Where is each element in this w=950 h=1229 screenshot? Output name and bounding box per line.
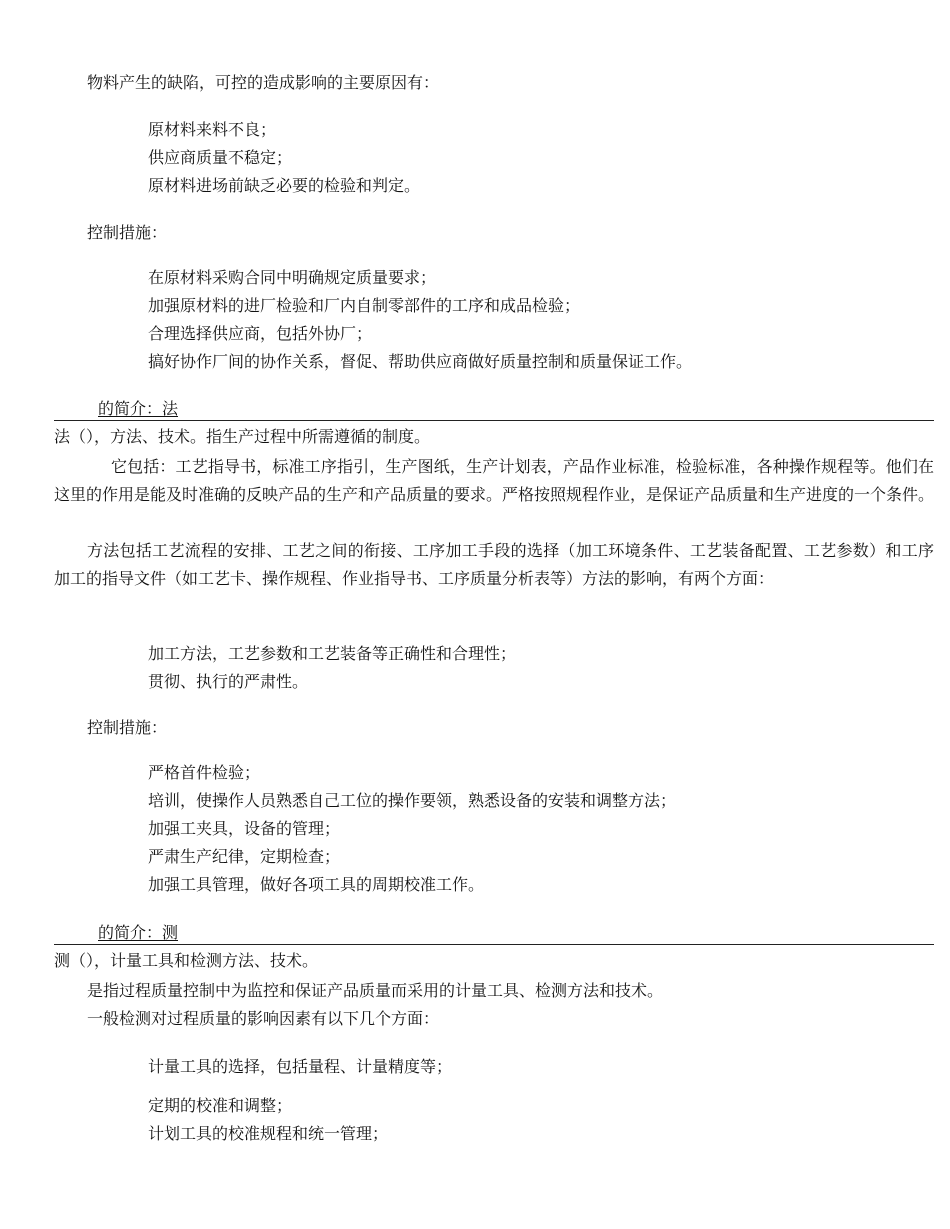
method-measure-5: 加强工具管理，做好各项工具的周期校准工作。: [148, 875, 485, 894]
method-measure-2: 培训，使操作人员熟悉自己工位的操作要领，熟悉设备的安装和调整方法；: [148, 791, 677, 810]
material-control-label: 控制措施：: [87, 223, 168, 242]
material-measure-4: 搞好协作厂间的协作关系，督促、帮助供应商做好质量控制和质量保证工作。: [148, 352, 693, 371]
material-measure-2: 加强原材料的进厂检验和厂内自制零部件的工序和成品检验；: [148, 296, 581, 315]
measurement-definition: 测（），计量工具和检测方法、技术。: [54, 951, 319, 970]
measurement-heading-text: 的简介：测: [98, 923, 179, 942]
measurement-heading: [54, 922, 934, 945]
material-cause-3: 原材料进场前缺乏必要的检验和判定。: [148, 176, 421, 195]
method-heading: [54, 398, 934, 421]
method-heading-text: 的简介：法: [98, 399, 179, 418]
measurement-factor-3: 计划工具的校准规程和统一管理；: [148, 1124, 389, 1143]
measurement-line-1: 是指过程质量控制中为监控和保证产品质量而采用的计量工具、检测方法和技术。: [87, 981, 664, 1000]
method-aspect-1: 加工方法，工艺参数和工艺装备等正确性和合理性；: [148, 644, 517, 663]
method-measure-4: 严肃生产纪律，定期检查；: [148, 847, 341, 866]
method-control-label: 控制措施：: [87, 718, 168, 737]
method-aspect-2: 贯彻、执行的严肃性。: [148, 672, 309, 691]
method-definition: 法（），方法、技术。指生产过程中所需遵循的制度。: [54, 427, 431, 446]
method-measure-1: 严格首件检验；: [148, 763, 261, 782]
method-paragraph-1: 它包括：工艺指导书，标准工序指引，生产图纸，生产计划表，产品作业标准，检验标准，各种操作规程等。他们在这里的作用是能及时准确的反映产品的生产和产品质量的要求。严格按照规程作业，是保证产品质量和生产进度的一个条件。: [54, 457, 935, 504]
material-intro: 物料产生的缺陷，可控的造成影响的主要原因有：: [87, 73, 440, 92]
measurement-factor-2: 定期的校准和调整；: [148, 1096, 293, 1115]
material-cause-1: 原材料来料不良；: [148, 120, 277, 139]
material-measure-1: 在原材料采购合同中明确规定质量要求；: [148, 268, 437, 287]
material-measure-3: 合理选择供应商，包括外协厂；: [148, 324, 373, 343]
material-cause-2: 供应商质量不稳定；: [148, 148, 293, 167]
measurement-line-2: 一般检测对过程质量的影响因素有以下几个方面：: [87, 1009, 440, 1028]
measurement-factor-1: 计量工具的选择，包括量程、计量精度等；: [148, 1057, 453, 1076]
method-measure-3: 加强工夹具，设备的管理；: [148, 819, 341, 838]
method-paragraph-2: 方法包括工艺流程的安排、工艺之间的衔接、工序加工手段的选择（加工环境条件、工艺装备配置、工艺参数）和工序加工的指导文件（如工艺卡、操作规程、作业指导书、工序质量分析表等）方法的影响，有两个方面：: [54, 541, 934, 588]
